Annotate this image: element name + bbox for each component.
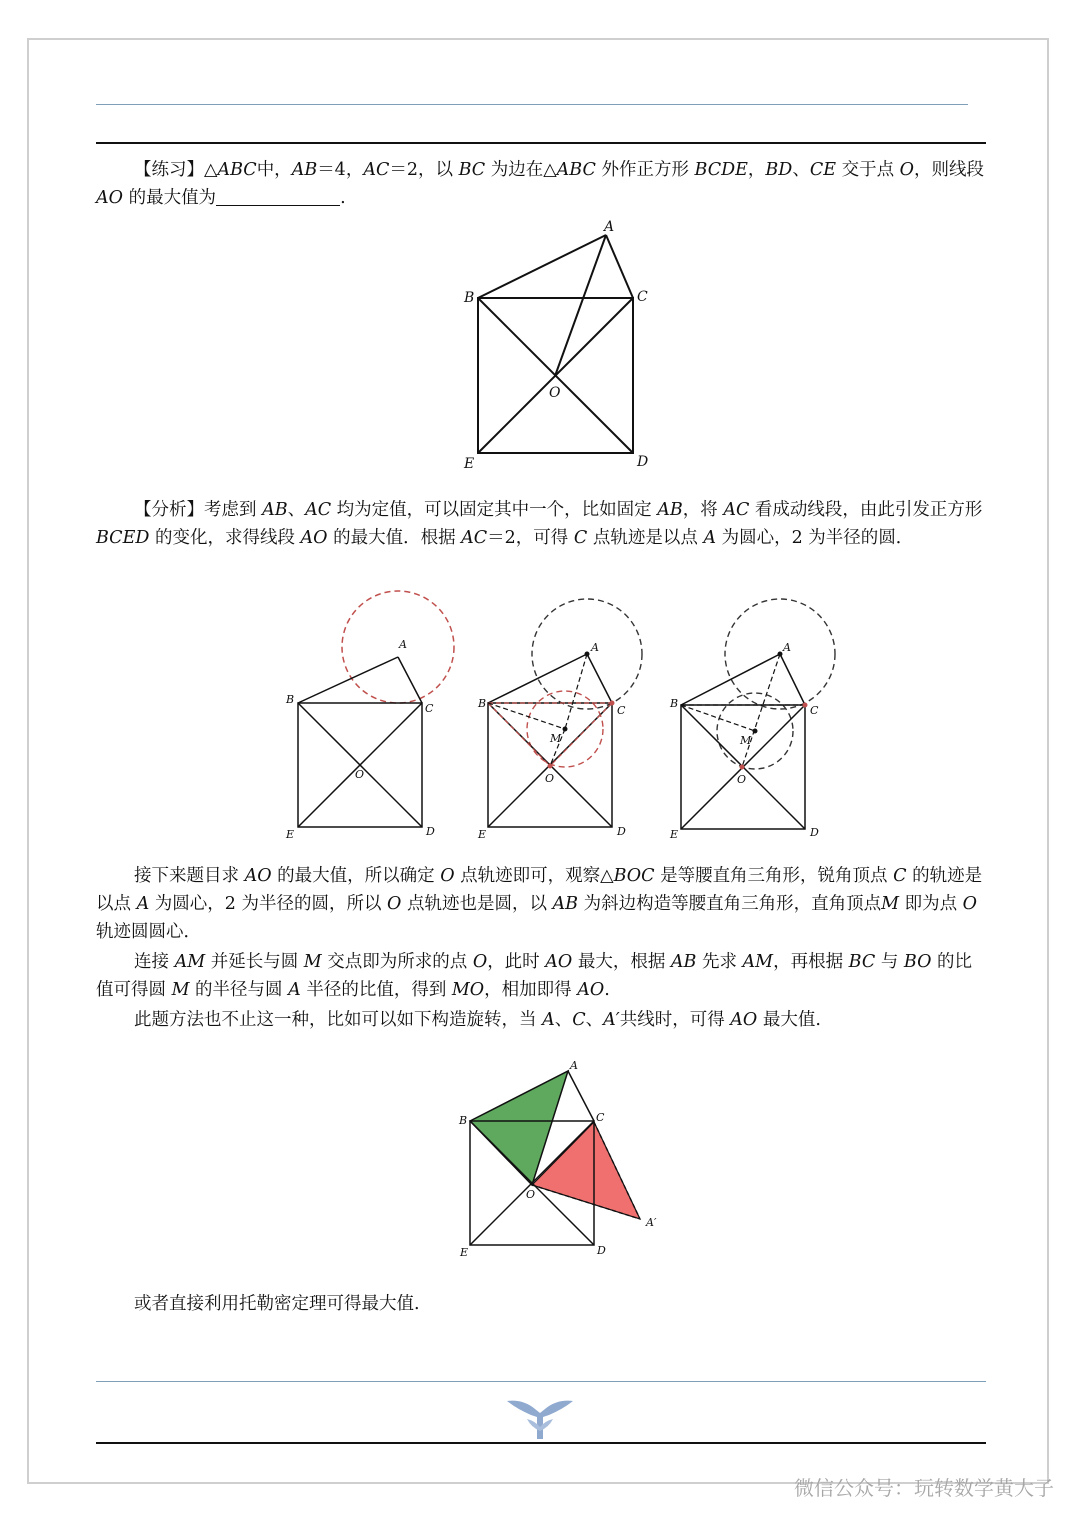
p2-label-B: B (478, 697, 487, 710)
footer-logo-icon (505, 1397, 575, 1441)
p1-label-D: D (426, 825, 435, 838)
rot-label-Ap: A′ (646, 1216, 657, 1229)
p1-label-C: C (425, 702, 434, 715)
p3-label-B: B (670, 697, 679, 710)
header-rule (96, 104, 968, 105)
footer-line (96, 1442, 986, 1444)
panel-3 (669, 599, 835, 841)
p1-label-E: E (286, 828, 295, 841)
label-D: D (637, 454, 649, 470)
p2-label-C: C (617, 704, 626, 717)
answer-blank[interactable] (216, 187, 340, 206)
figure-three-panels (280, 590, 840, 845)
p2-label-M: M (550, 732, 562, 745)
watermark: 微信公众号：玩转数学黄大子 (794, 1476, 1054, 1500)
p2-label-A: A (591, 641, 599, 654)
figure-rotation (455, 1055, 675, 1260)
p3-label-C: C (810, 704, 819, 717)
p1-label-O: O (355, 768, 365, 781)
rot-label-A: A (570, 1059, 578, 1072)
paragraph-rotation: 此题方法也不止这一种，比如可以如下构造旋转，当 A、C、A′共线时，可得 AO 最大值. (134, 1010, 821, 1030)
label-E: E (464, 456, 475, 472)
p3-label-O: O (737, 773, 747, 786)
label-C: C (637, 289, 648, 305)
paragraph-ptolemy: 或者直接利用托勒密定理可得最大值. (134, 1294, 420, 1314)
exercise-paragraph: 【练习】△ABC中，AB＝4，AC＝2，以 BC 为边在△ABC 外作正方形 BCDE，BD、CE 交于点 O，则线段 AO 的最大值为 . (96, 160, 984, 208)
p3-label-D: D (810, 826, 819, 839)
rot-label-O: O (526, 1188, 536, 1201)
figure-square-triangle (455, 215, 655, 475)
label-A: A (604, 219, 615, 235)
p2-label-E: E (478, 828, 487, 841)
footer-rule (96, 1381, 986, 1382)
panel-2 (477, 599, 642, 841)
p2-label-O: O (545, 772, 555, 785)
rot-label-C: C (596, 1111, 605, 1124)
panel-1 (285, 591, 454, 841)
header-line (96, 142, 986, 144)
label-B: B (464, 290, 475, 306)
paragraph-locus: 接下来题目求 AO 的最大值，所以确定 O 点轨迹即可，观察△BOC 是等腰直角三角形，锐角顶点 C 的轨迹是以点 A 为圆心，2 为半径的圆，所以 O 点轨迹也是圆，以 AB 为斜边构造等腰直角三角形，直角顶点M 即为点 O 轨迹圆圆心． (96, 866, 983, 942)
rot-label-B: B (459, 1114, 468, 1127)
rot-label-D: D (597, 1244, 606, 1257)
p1-label-B: B (286, 693, 295, 706)
analysis-paragraph: 【分析】考虑到 AB、AC 均为定值，可以固定其中一个，比如固定 AB，将 AC 看成动线段，由此引发正方形 BCED 的变化，求得线段 AO 的最大值．根据 AC＝2，可得 C 点轨迹是以点 A 为圆心，2 为半径的圆． (96, 500, 983, 548)
p3-label-E: E (670, 828, 679, 841)
p3-label-M: M (740, 734, 752, 747)
rot-label-E: E (460, 1246, 469, 1259)
paragraph-connect: 连接 AM 并延长与圆 M 交点即为所求的点 O，此时 AO 最大，根据 AB 先求 AM，再根据 BC 与 BO 的比值可得圆 M 的半径与圆 A 半径的比值，得到 MO，相加即得 AO. (96, 952, 973, 1000)
p2-label-D: D (617, 825, 626, 838)
p3-label-A: A (783, 641, 791, 654)
label-O: O (549, 385, 561, 401)
p1-label-A: A (399, 638, 407, 651)
